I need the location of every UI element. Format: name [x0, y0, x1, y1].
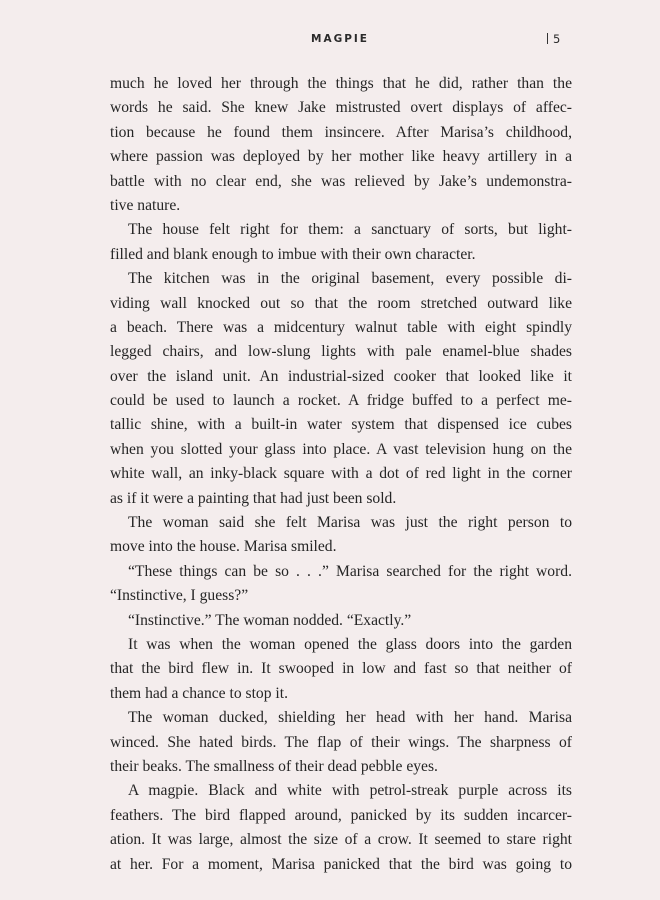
- text-line: words he said. She knew Jake mistrusted overt displays of affec-: [110, 99, 572, 117]
- text-line: “These things can be so . . .” Marisa searched for the right word.: [128, 562, 572, 580]
- text-line: legged chairs, and low-slung lights with pale enamel-blue shades: [110, 343, 572, 361]
- text-line: over the island unit. An industrial-sized cooker that looked like it: [110, 367, 572, 385]
- text-line: them had a chance to stop it.: [110, 684, 288, 702]
- text-line: The kitchen was in the original basement, every possible di-: [128, 270, 572, 288]
- text-line: move into the house. Marisa smiled.: [110, 538, 337, 556]
- text-line: The woman said she felt Marisa was just the right person to: [128, 514, 572, 532]
- text-line: viding wall knocked out so that the room stretched outward like: [110, 294, 572, 312]
- text-line: tion because he found them insincere. After Marisa’s childhood,: [110, 123, 572, 141]
- text-line: The house felt right for them: a sanctuary of sorts, but light-: [128, 221, 572, 239]
- page-number-rule: [547, 33, 548, 44]
- text-line: winced. She hated birds. The flap of their wings. The sharpness of: [110, 733, 572, 751]
- text-line: at her. For a moment, Marisa panicked that the bird was going to: [110, 855, 572, 873]
- text-line: A magpie. Black and white with petrol-streak purple across its: [128, 782, 572, 800]
- text-line: feathers. The bird flapped around, panicked by its sudden incarcer-: [110, 806, 572, 824]
- text-line: tallic shine, with a built-in water system that dispensed ice cubes: [110, 416, 572, 434]
- page-number: [547, 32, 560, 46]
- text-line: ation. It was large, almost the size of a crow. It seemed to stare right: [110, 831, 572, 849]
- text-line: where passion was deployed by her mother like heavy artillery in a: [110, 148, 572, 166]
- text-line: battle with no clear end, she was relieved by Jake’s undemonstra-: [110, 172, 572, 190]
- text-line: a beach. There was a midcentury walnut table with eight spindly: [110, 318, 572, 336]
- text-line: The woman ducked, shielding her head with her hand. Marisa: [128, 709, 572, 727]
- page-number-value: 5: [553, 32, 561, 46]
- running-title: MAGPIE: [311, 33, 369, 45]
- text-line: could be used to launch a rocket. A fridge buffed to a perfect me-: [110, 392, 572, 410]
- text-line: It was when the woman opened the glass doors into the garden: [128, 635, 572, 653]
- body-text: [110, 72, 572, 877]
- text-line: much he loved her through the things that he did, rather than the: [110, 75, 572, 92]
- text-line: tive nature.: [110, 196, 181, 214]
- running-head: [0, 33, 660, 49]
- text-line: when you slotted your glass into place. A vast television hung on the: [110, 440, 572, 458]
- text-line: as if it were a painting that had just been sold.: [110, 489, 397, 507]
- text-line: white wall, an inky-black square with a dot of red light in the corner: [110, 465, 572, 483]
- text-line: their beaks. The smallness of their dead pebble eyes.: [110, 757, 438, 775]
- text-line: “Instinctive, I guess?”: [110, 587, 249, 605]
- text-line: filled and blank enough to imbue with their own character.: [110, 245, 476, 263]
- text-line: “Instinctive.” The woman nodded. “Exactly.”: [128, 611, 412, 629]
- text-line: that the bird flew in. It swooped in low and fast so that neither of: [110, 660, 572, 678]
